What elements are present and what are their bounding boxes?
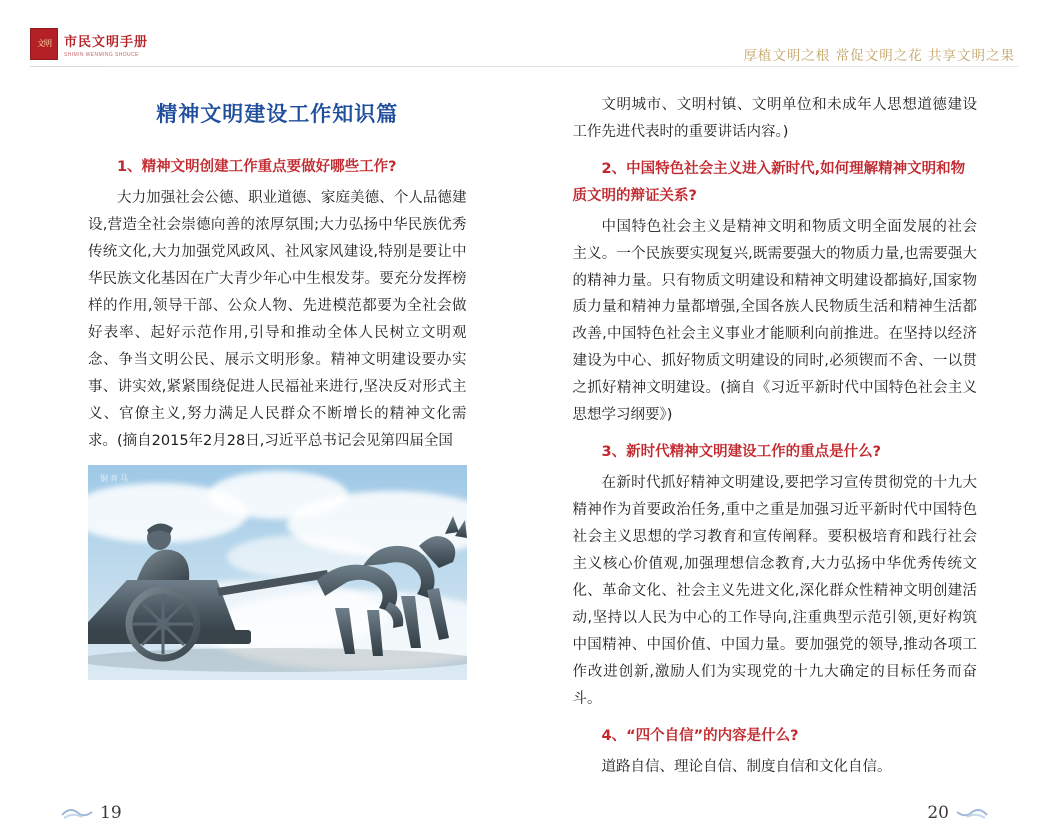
question-heading-2: 2、中国特色社会主义进入新时代,如何理解精神文明和物质文明的辩证关系?: [573, 156, 978, 210]
page-spread: [0, 70, 1049, 783]
page-number-left: 19: [100, 803, 122, 823]
page-number-left-group: [60, 803, 122, 823]
header-divider: [30, 66, 1019, 67]
logo-title-en: SHIMIN WENMING SHOUCE: [64, 52, 148, 58]
paragraph-continued: 文明城市、文明村镇、文明单位和未成年人思想道德建设工作先进代表时的重要讲话内容。): [573, 92, 978, 146]
question-heading-3: 3、新时代精神文明建设工作的重点是什么?: [573, 439, 978, 466]
ornament-icon: [955, 806, 989, 820]
page-number-right-group: [927, 803, 989, 823]
question-heading-4: 4、“四个自信”的内容是什么?: [573, 723, 978, 750]
ornament-icon: [60, 806, 94, 820]
photo-caption: 铜奔马: [100, 473, 130, 484]
page-header: [0, 0, 1049, 70]
paragraph-1: 大力加强社会公德、职业道德、家庭美德、个人品德建设,营造全社会崇德向善的浓厚氛围;大力弘扬中华民族优秀传统文化,大力加强党风政风、社风家风建设,特别是要让中华民族文化基因在广大青少年心中生根发芽。要充分发挥榜样的作用,领导干部、公众人物、先进模范都要为全社会做好表率、起好示范作用,引导和推动全体人民树立文明观念、争当文明公民、展示文明形象。精神文明建设要办实事、讲实效,紧紧围绕促进人民福祉来进行,坚决反对形式主义、官僚主义,努力满足人民群众不断增长的精神文化需求。(摘自2015年2月28日,习近平总书记会见第四届全国: [88, 185, 467, 455]
page-number-right: 20: [927, 803, 949, 823]
header-slogan: 厚植文明之根 常促文明之花 共享文明之果: [743, 44, 1015, 64]
page-title: 精神文明建设工作知识篇: [88, 98, 467, 128]
logo-title-cn: 市民文明手册: [64, 31, 148, 50]
statue-photo: [88, 465, 467, 680]
left-page: [0, 70, 525, 783]
paragraph-4: 道路自信、理论自信、制度自信和文化自信。: [573, 754, 978, 781]
question-heading-1: 1、精神文明创建工作重点要做好哪些工作?: [88, 154, 467, 181]
logo-seal-icon: 文明: [30, 28, 58, 60]
page-footer: [0, 783, 1049, 839]
paragraph-2: 中国特色社会主义是精神文明和物质文明全面发展的社会主义。一个民族要实现复兴,既需要强大的物质力量,也需要强大的精神力量。只有物质文明建设和精神文明建设都搞好,国家物质力量和精神力量都增强,全国各族人民物质生活和精神生活都改善,中国特色社会主义事业才能顺利向前推进。在坚持以经济建设为中心、抓好物质文明建设的同时,必须锲而不舍、一以贯之抓好精神文明建设。(摘自《习近平新时代中国特色社会主义思想学习纲要》): [573, 214, 978, 430]
right-page: [525, 70, 1049, 783]
brand-logo: [30, 28, 148, 60]
logo-text: [64, 31, 148, 58]
bronze-chariot-statue-icon: [88, 484, 467, 674]
paragraph-3: 在新时代抓好精神文明建设,要把学习宣传贯彻党的十九大精神作为首要政治任务,重中之重是加强习近平新时代中国特色社会主义思想的学习教育和宣传阐释。要积极培育和践行社会主义核心价值观,加强理想信念教育,大力弘扬中华优秀传统文化、革命文化、社会主义先进文化,深化群众性精神文明创建活动,坚持以人民为中心的工作导向,注重典型示范引领,更好构筑中国精神、中国价值、中国力量。要加强党的领导,推动各项工作改进创新,激励人们为实现党的十九大确定的目标任务而奋斗。: [573, 470, 978, 713]
